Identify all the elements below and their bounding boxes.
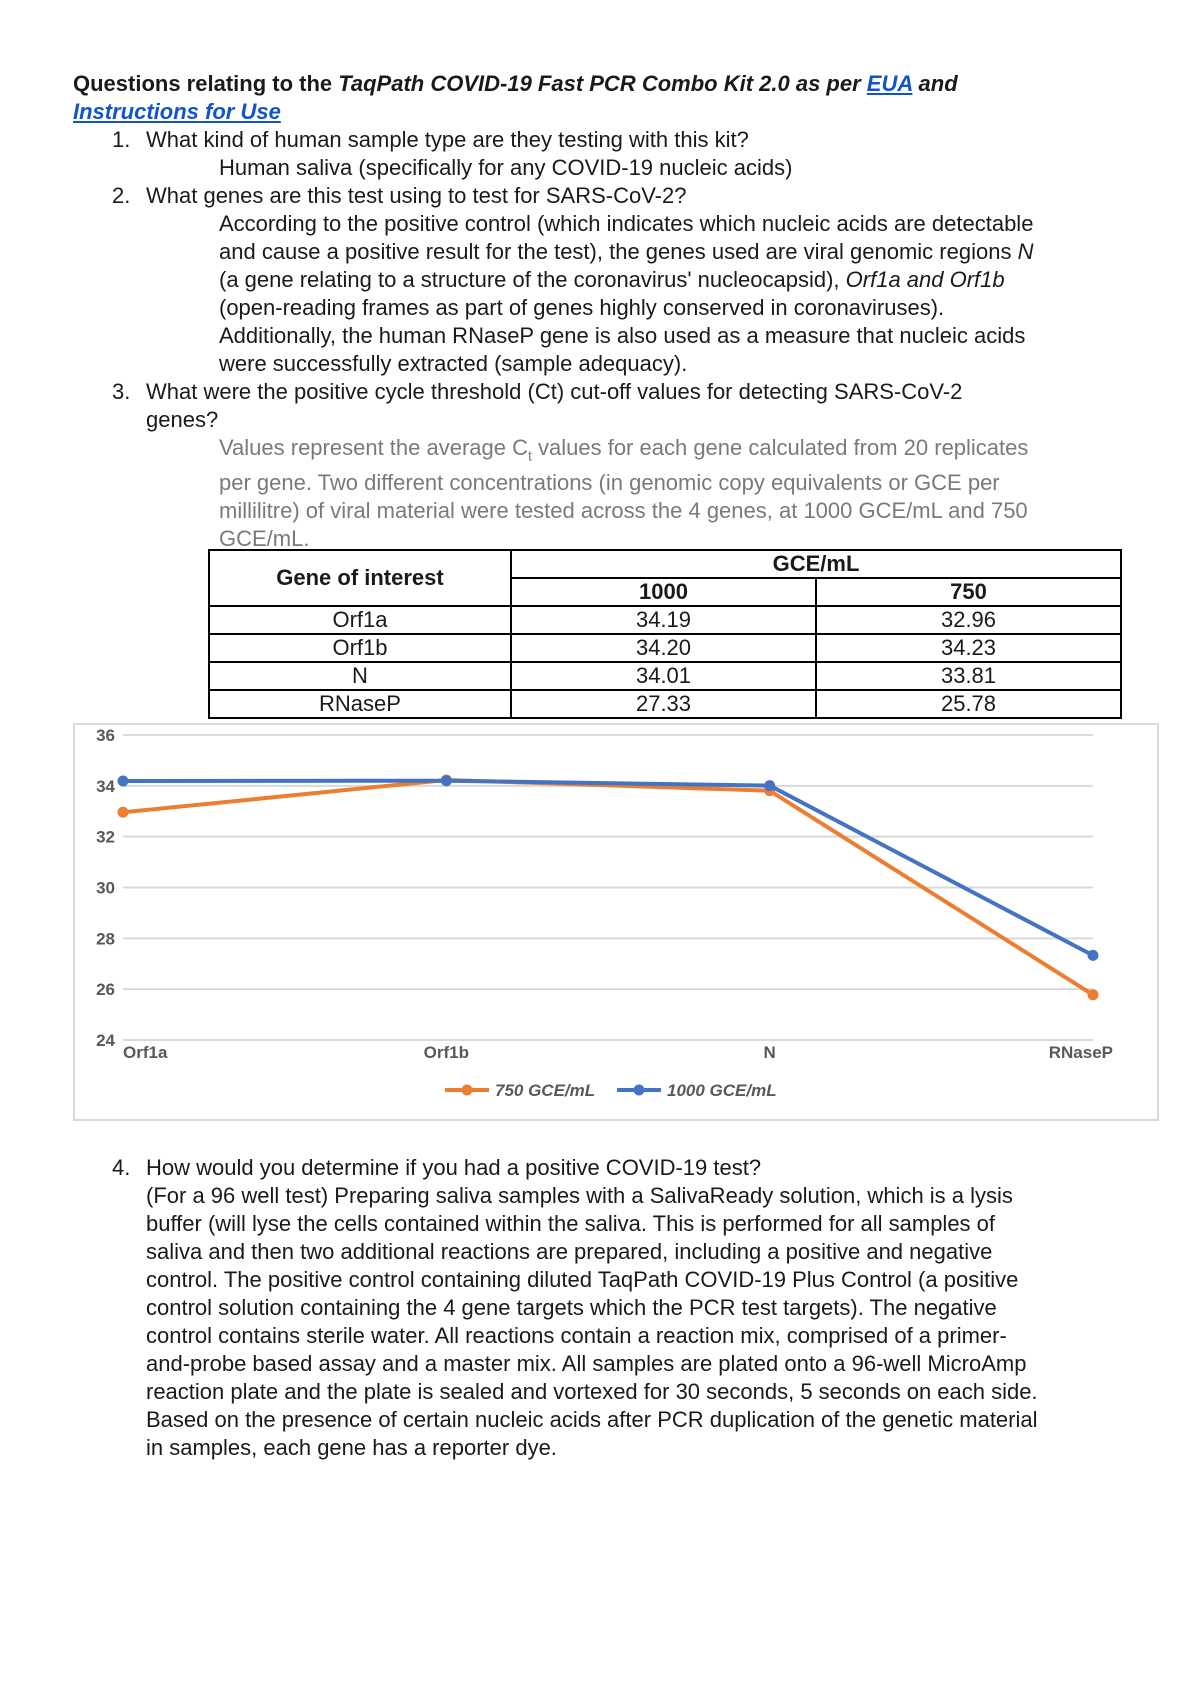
x-tick-label: RNaseP xyxy=(1048,1043,1113,1062)
answer-line: millilitre) of viral material were tested across the 4 genes, at 1000 GCE/mL and 750 xyxy=(219,498,1028,524)
question-number: 1. xyxy=(112,127,131,152)
y-tick-label: 28 xyxy=(96,929,115,949)
series-line xyxy=(123,781,1093,956)
answer-line: reaction plate and the plate is sealed and vortexed for 30 seconds, 5 seconds on each side. xyxy=(146,1379,1038,1404)
answer-line: per gene. Two different concentrations (in genomic copy equivalents or GCE per xyxy=(219,470,1000,496)
answer-3 xyxy=(219,434,1119,553)
answer-line: were successfully extracted (sample adequacy). xyxy=(219,351,688,376)
answer-line: control solution containing the 4 gene targets which the PCR test targets). The negative xyxy=(146,1295,997,1320)
table-row: N 34.01 33.81 xyxy=(209,662,1121,690)
y-tick-label: 26 xyxy=(96,980,115,1000)
header-750: 750 xyxy=(816,578,1121,606)
answer-line: Based on the presence of certain nucleic acids after PCR duplication of the genetic material xyxy=(146,1407,1038,1432)
y-tick-label: 24 xyxy=(96,1031,115,1050)
data-point xyxy=(118,776,129,787)
gene-orf: Orf1a and Orf1b xyxy=(845,267,1005,292)
answer-line: GCE/mL. xyxy=(219,526,310,552)
x-tick-label: N xyxy=(763,1043,776,1062)
answer-line: control. The positive control containing diluted TaqPath COVID-19 Plus Control (a positive xyxy=(146,1267,1019,1292)
answer-line: in samples, each gene has a reporter dye. xyxy=(146,1435,557,1460)
answer-line: Values represent the average $C_t$ values for each gene calculated from 20 replicates xyxy=(219,435,1029,464)
answer-line: saliva and then two additional reactions are prepared, including a positive and negative xyxy=(146,1239,993,1264)
answer-line: (open-reading frames as part of genes highly conserved in coronaviruses). xyxy=(219,295,945,320)
answer-line: Human saliva (specifically for any COVID-19 nucleic acids) xyxy=(219,155,793,180)
x-tick-label: Orf1a xyxy=(123,1043,168,1062)
table-row: RNaseP 27.33 25.78 xyxy=(209,690,1121,718)
answer-line: Additionally, the human RNaseP gene is also used as a measure that nucleic acids xyxy=(219,323,1026,348)
title-and: and xyxy=(912,71,958,96)
header-gene: Gene of interest xyxy=(209,550,511,606)
question-text: How would you determine if you had a positive COVID-19 test? xyxy=(146,1155,762,1180)
legend-label: 750 GCE/mL xyxy=(495,1081,596,1100)
page-title xyxy=(73,70,1073,126)
question-number: 4. xyxy=(112,1155,131,1180)
question-text: What were the positive cycle threshold (Ct) cut-off values for detecting SARS-CoV-2 xyxy=(146,379,963,404)
gene-n: N xyxy=(1017,239,1034,264)
y-tick-label: 32 xyxy=(96,827,115,847)
header-1000: 1000 xyxy=(511,578,816,606)
ct-table xyxy=(208,549,1122,719)
legend-marker xyxy=(634,1085,645,1096)
ct-line-chart xyxy=(73,723,1159,1121)
data-point xyxy=(1088,989,1099,1000)
answer-line: buffer (will lyse the cells contained within the saliva. This is performed for all samples of xyxy=(146,1211,996,1236)
question-text: What kind of human sample type are they testing with this kit? xyxy=(146,127,749,152)
table-row: Orf1b 34.20 34.23 xyxy=(209,634,1121,662)
y-tick-label: 34 xyxy=(96,776,115,796)
answer-line: According to the positive control (which indicates which nucleic acids are detectable xyxy=(219,211,1034,236)
data-point xyxy=(1088,950,1099,961)
question-number: 2. xyxy=(112,183,131,208)
answer-line: control contains sterile water. All reactions contain a reaction mix, comprised of a primer- xyxy=(146,1323,1007,1348)
answer-line: (a gene relating to a structure of the coronavirus' nucleocapsid), Orf1a and Orf1b xyxy=(219,267,1005,292)
answer-line: and cause a positive result for the test), the genes used are viral genomic regions N xyxy=(219,239,1034,264)
legend-marker xyxy=(462,1085,473,1096)
data-point xyxy=(441,775,452,786)
title-prefix: Questions relating to the xyxy=(73,71,339,96)
eua-link[interactable]: EUA xyxy=(866,71,913,96)
question-number: 3. xyxy=(112,379,131,404)
question-text: genes? xyxy=(146,407,219,432)
x-tick-label: Orf1b xyxy=(423,1043,470,1062)
table-row: Orf1a 34.19 32.96 xyxy=(209,606,1121,634)
data-point xyxy=(764,780,775,791)
kit-name: TaqPath COVID-19 Fast PCR Combo Kit 2.0 as per xyxy=(338,71,867,96)
answer-line: (For a 96 well test) Preparing saliva samples with a SalivaReady solution, which is a lysis xyxy=(146,1183,1013,1208)
y-tick-label: 30 xyxy=(96,878,115,898)
header-gce: GCE/mL xyxy=(511,550,1121,578)
instructions-link[interactable]: Instructions for Use xyxy=(73,99,281,124)
chart-svg xyxy=(75,725,1157,1119)
answer-1 xyxy=(219,154,1119,182)
data-point xyxy=(118,807,129,818)
y-tick-label: 36 xyxy=(96,726,115,745)
answer-line: and-probe based assay and a master mix. All samples are plated onto a 96-well MicroAmp xyxy=(146,1351,1027,1376)
question-text: What genes are this test using to test for SARS-CoV-2? xyxy=(146,183,687,208)
answer-2 xyxy=(219,210,1119,378)
answer-4 xyxy=(146,1154,1136,1462)
legend-label: 1000 GCE/mL xyxy=(667,1081,777,1100)
